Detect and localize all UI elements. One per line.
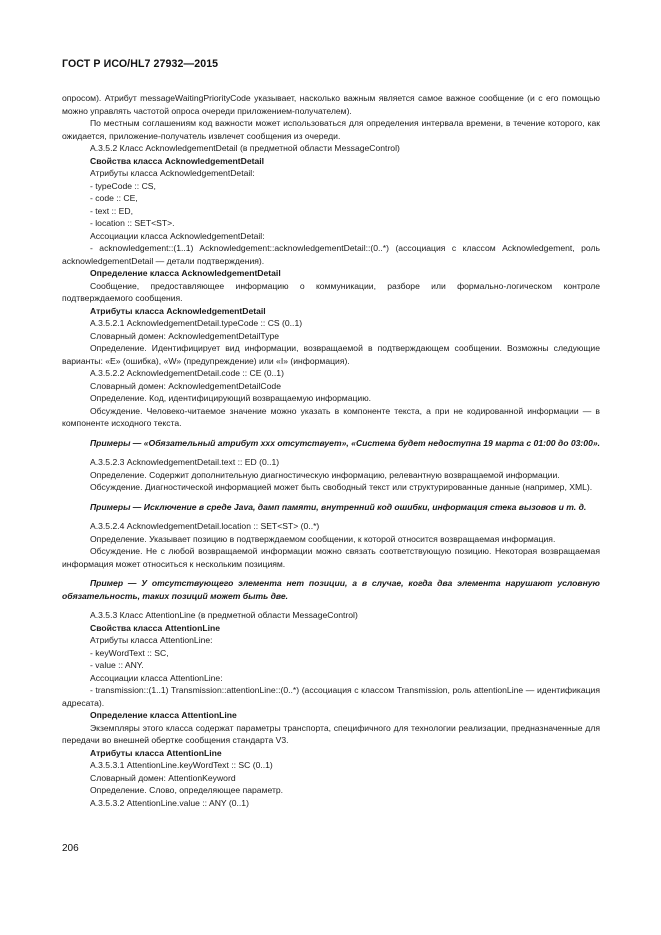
text-run: Обсуждение. Диагностической информацией может быть свободный текст или структурированные данные (например, XML). <box>90 482 593 492</box>
paragraph <box>62 330 600 343</box>
text-run: А.3.5.2.4 AcknowledgementDetail.location :: SET<ST> (0..*) <box>90 521 320 531</box>
text-run: Определение. Содержит дополнительную диагностическую информацию, релевантную возвращаемой информации. <box>90 469 560 480</box>
text-run: А.3.5.3 Класс AttentionLine (в предметной области MessageControl) <box>90 610 358 620</box>
paragraph <box>62 797 600 810</box>
document-header: ГОСТ Р ИСО/HL7 27932—2015 <box>62 58 219 70</box>
paragraph <box>62 647 600 660</box>
paragraph <box>62 117 600 142</box>
page-number: 206 <box>62 843 79 854</box>
text-run: Ассоциации класса AttentionLine: <box>90 672 223 683</box>
paragraph <box>62 469 600 482</box>
paragraph <box>62 622 600 635</box>
paragraph <box>62 456 600 469</box>
text-run: Словарный домен: AcknowledgementDetailCode <box>90 380 281 391</box>
text-run: А.3.5.2.3 AcknowledgementDetail.text :: ED (0..1) <box>90 457 280 467</box>
paragraph <box>62 167 600 180</box>
paragraph <box>62 230 600 243</box>
paragraph <box>62 205 600 218</box>
text-run: Определение. Слово, определяющее параметр. <box>90 785 284 795</box>
paragraph <box>62 659 600 672</box>
text-run: - acknowledgement::(1..1) Acknowledgement::acknowledgementDetail::(0..*) (ассоциация с классом Acknowledgement, роль acknowledgementDetail — детали подтверждения). <box>62 243 600 266</box>
paragraph <box>62 217 600 230</box>
paragraph <box>62 722 600 747</box>
paragraph <box>62 142 600 155</box>
text-run: А.3.5.2.2 AcknowledgementDetail.code :: CE (0..1) <box>90 368 284 378</box>
paragraph <box>62 747 600 760</box>
paragraph <box>62 634 600 647</box>
section-heading: Определение класса AttentionLine <box>90 710 237 720</box>
text-run: А.3.5.2 Класс AcknowledgementDetail (в предметной области MessageControl) <box>90 143 400 153</box>
text-run: опросом). Атрибут messageWaitingPriorityCode указывает, насколько важным является самое важное сообщение (и с его помощью можно управлять частотой опроса очереди приложением-получателем). <box>62 93 600 116</box>
paragraph <box>62 784 600 797</box>
text-run: Определение. Код, идентифицирующий возвращаемую информацию. <box>90 393 372 403</box>
text-run: А.3.5.2.1 AcknowledgementDetail.typeCode :: CS (0..1) <box>90 318 303 328</box>
paragraph <box>62 267 600 280</box>
paragraph <box>62 501 600 514</box>
text-run: Обсуждение. Человеко-читаемое значение можно указать в компоненте текста, а при не кодированной информации — в компоненте исходного текста. <box>62 405 600 428</box>
text-run: Атрибуты класса AcknowledgementDetail: <box>90 168 255 178</box>
text-run: - typeCode :: CS, <box>90 180 156 191</box>
paragraph <box>62 545 600 570</box>
text-run: Словарный домен: AttentionKeyword <box>90 772 236 783</box>
example-text: Пример — У отсутствующего элемента нет позиции, а в случае, когда два элемента нарушают условную обязательность, таких позиций может быть две. <box>62 578 600 601</box>
paragraph <box>62 342 600 367</box>
section-heading: Определение класса AcknowledgementDetail <box>90 268 281 278</box>
text-run: - value :: ANY. <box>90 660 144 670</box>
paragraph <box>62 609 600 622</box>
text-run: А.3.5.3.2 AttentionLine.value :: ANY (0..1) <box>90 797 249 808</box>
paragraph <box>62 155 600 168</box>
text-run: Определение. Идентифицирует вид информации, возвращаемой в подтверждающем сообщении. Возможны следующие варианты: «E» (ошибка), «W» (предупреждение) или «I» (информация). <box>62 343 600 366</box>
text-run: - text :: ED, <box>90 205 133 216</box>
section-heading: Свойства класса AcknowledgementDetail <box>90 155 265 166</box>
text-run: По местным соглашениям код важности может использоваться для определения интервала времени, в течение которого, как ожидается, приложение-получатель извлечет сообщения из очереди. <box>62 118 600 141</box>
text-run: Определение. Указывает позицию в подтверждаемом сообщении, к которой относится возвращаемая информация. <box>90 533 556 544</box>
paragraph <box>62 520 600 533</box>
paragraph <box>62 772 600 785</box>
paragraph <box>62 577 600 602</box>
paragraph <box>62 437 600 450</box>
text-run: - location :: SET<ST>. <box>90 218 175 228</box>
paragraph <box>62 684 600 709</box>
paragraph <box>62 305 600 318</box>
paragraph <box>62 242 600 267</box>
text-run: - keyWordText :: SC, <box>90 647 169 658</box>
text-run: Ассоциации класса AcknowledgementDetail: <box>90 230 265 241</box>
paragraph <box>62 533 600 546</box>
example-text: Примеры — «Обязательный атрибут xxx отсутствует», «Система будет недоступна 19 марта с 01:00 до 03:00». <box>90 437 601 448</box>
paragraph <box>62 759 600 772</box>
document-body <box>62 92 600 809</box>
section-heading: Атрибуты класса AttentionLine <box>90 747 222 758</box>
paragraph <box>62 180 600 193</box>
text-run: Экземпляры этого класса содержат параметры транспорта, специфичного для технологии реализации, предназначенные для передачи во внешней обертке сообщения стандарта V3. <box>62 722 600 745</box>
paragraph <box>62 481 600 494</box>
example-text: Примеры — Исключение в среде Java, дамп памяти, внутренний код ошибки, информация стека вызовов и т. д. <box>90 501 587 512</box>
text-run: Обсуждение. Не с любой возвращаемой информации можно связать соответствующую позицию. Некоторая возвращаемая информация может относиться к нескольким позициям. <box>62 546 600 569</box>
text-run: А.3.5.3.1 AttentionLine.keyWordText :: SC (0..1) <box>90 760 273 770</box>
text-run: Атрибуты класса AttentionLine: <box>90 635 213 645</box>
paragraph <box>62 709 600 722</box>
text-run: - code :: CE, <box>90 193 138 203</box>
paragraph <box>62 392 600 405</box>
section-heading: Атрибуты класса AcknowledgementDetail <box>90 305 266 316</box>
paragraph <box>62 192 600 205</box>
text-run: - transmission::(1..1) Transmission::attentionLine::(0..*) (ассоциация с классом Transmission, роль attentionLine — идентификация адресата). <box>62 685 600 708</box>
text-run: Словарный домен: AcknowledgementDetailType <box>90 330 280 341</box>
section-heading: Свойства класса AttentionLine <box>90 622 221 633</box>
text-run: Сообщение, предоставляющее информацию о коммуникации, разборе или формально-логическом контроле подтверждаемого сообщения. <box>62 280 600 303</box>
paragraph <box>62 92 600 117</box>
paragraph <box>62 367 600 380</box>
paragraph <box>62 672 600 685</box>
paragraph <box>62 280 600 305</box>
paragraph <box>62 405 600 430</box>
paragraph <box>62 380 600 393</box>
paragraph <box>62 317 600 330</box>
